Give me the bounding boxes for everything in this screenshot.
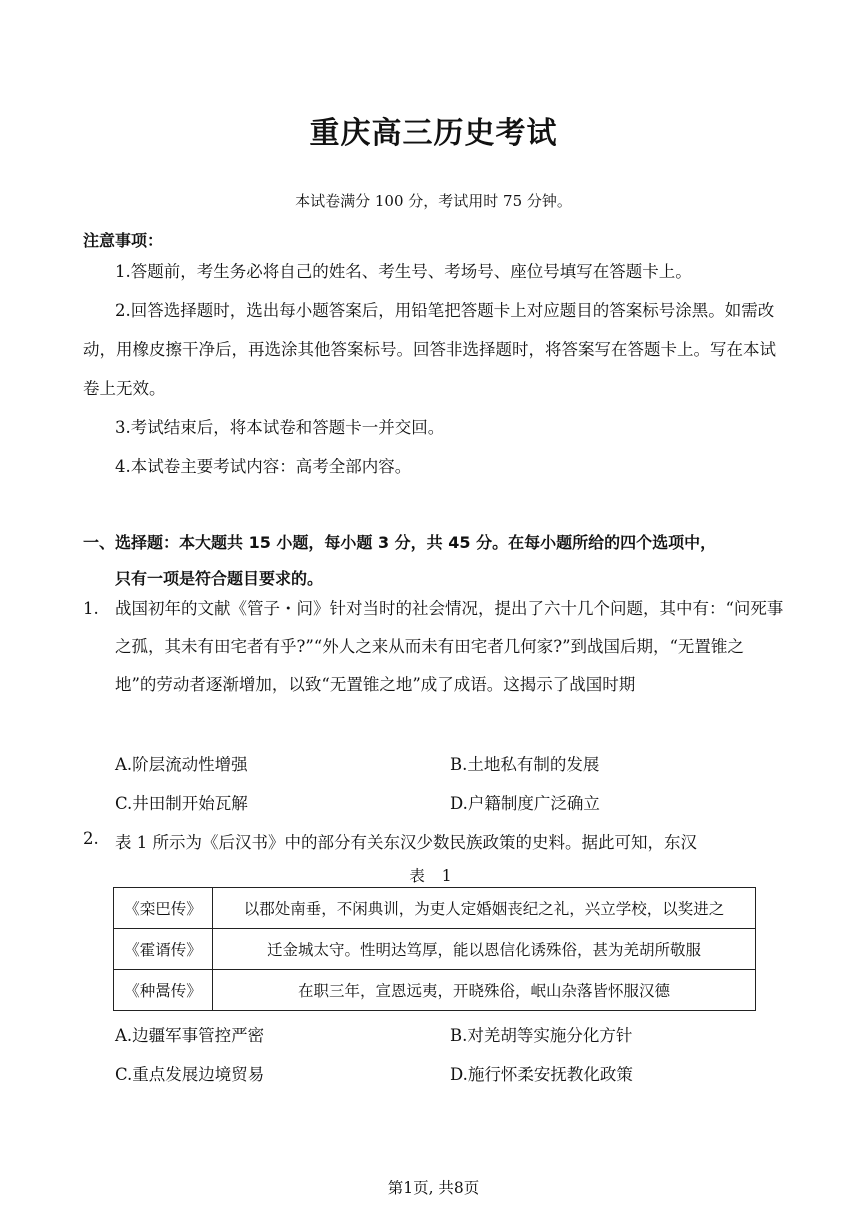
- notice-item-1: 1.答题前，考生务必将自己的姓名、考生号、考场号、座位号填写在答题卡上。: [115, 262, 692, 281]
- page-title: 重庆高三历史考试: [309, 116, 558, 151]
- option-a: A.阶层流动性增强: [115, 755, 248, 774]
- table-cell-content: 在职三年，宣恩远夷，开晓殊俗，岷山杂落皆怀服汉德: [213, 970, 756, 1011]
- table-cell-source: 《霍谞传》: [114, 929, 213, 970]
- section-heading: 一、选择题：本大题共 15 小题，每小题 3 分，共 45 分。在每小题所给的四个选项中，: [83, 533, 717, 552]
- option-c: C.井田制开始瓦解: [115, 794, 248, 813]
- notice-heading: 注意事项：: [83, 231, 164, 250]
- table-caption: 表 1: [409, 867, 458, 885]
- table-row: [114, 929, 756, 970]
- table-cell-content: 以郡处南垂，不闲典训，为吏人定婚姻丧纪之礼，兴立学校，以奖进之: [213, 888, 756, 929]
- notice-item-2: 2.回答选择题时，选出每小题答案后，用铅笔把答题卡上对应题目的答案标号涂黑。如需改动，用橡皮擦干净后，再选涂其他答案标号。回答非选择题时，将答案写在答题卡上。写在本试卷上无效。: [83, 301, 776, 398]
- table-cell-source: 《栾巴传》: [114, 888, 213, 929]
- notice-item-4: 4.本试卷主要考试内容：高考全部内容。: [115, 457, 412, 476]
- table-row: [114, 970, 756, 1011]
- question-number: 2.: [83, 829, 99, 848]
- question-text: 表 1 所示为《后汉书》中的部分有关东汉少数民族政策的史料。据此可知，东汉: [115, 833, 697, 852]
- section-heading-line2: 只有一项是符合题目要求的。: [115, 569, 324, 588]
- table-row: [114, 888, 756, 929]
- option-d: D.户籍制度广泛确立: [450, 794, 600, 813]
- option-c: C.重点发展边境贸易: [115, 1065, 265, 1084]
- option-b: B.土地私有制的发展: [450, 755, 600, 774]
- option-a: A.边疆军事管控严密: [115, 1026, 265, 1045]
- option-d: D.施行怀柔安抚教化政策: [450, 1065, 633, 1084]
- question-number: 1.: [83, 599, 99, 618]
- option-b: B.对羌胡等实施分化方针: [450, 1026, 633, 1045]
- table-cell-source: 《种暠传》: [114, 970, 213, 1011]
- table-cell-content: 迁金城太守。性明达笃厚，能以恩信化诱殊俗，甚为羌胡所敬服: [213, 929, 756, 970]
- question-text: 战国初年的文献《管子・问》针对当时的社会情况，提出了六十几个问题，其中有：“问死事之孤，其未有田宅者有乎?”“外人之来从而未有田宅者几何家?”到战国后期，“无置锥之地”的劳动者逐渐增加，以致“无置锥之地”成了成语。这揭示了战国时期: [115, 599, 784, 694]
- page-footer: 第1页, 共8页: [387, 1179, 480, 1197]
- source-table: [113, 887, 756, 1011]
- exam-subtitle: 本试卷满分 100 分，考试用时 75 分钟。: [295, 192, 572, 210]
- notice-item-3: 3.考试结束后，将本试卷和答题卡一并交回。: [115, 418, 445, 437]
